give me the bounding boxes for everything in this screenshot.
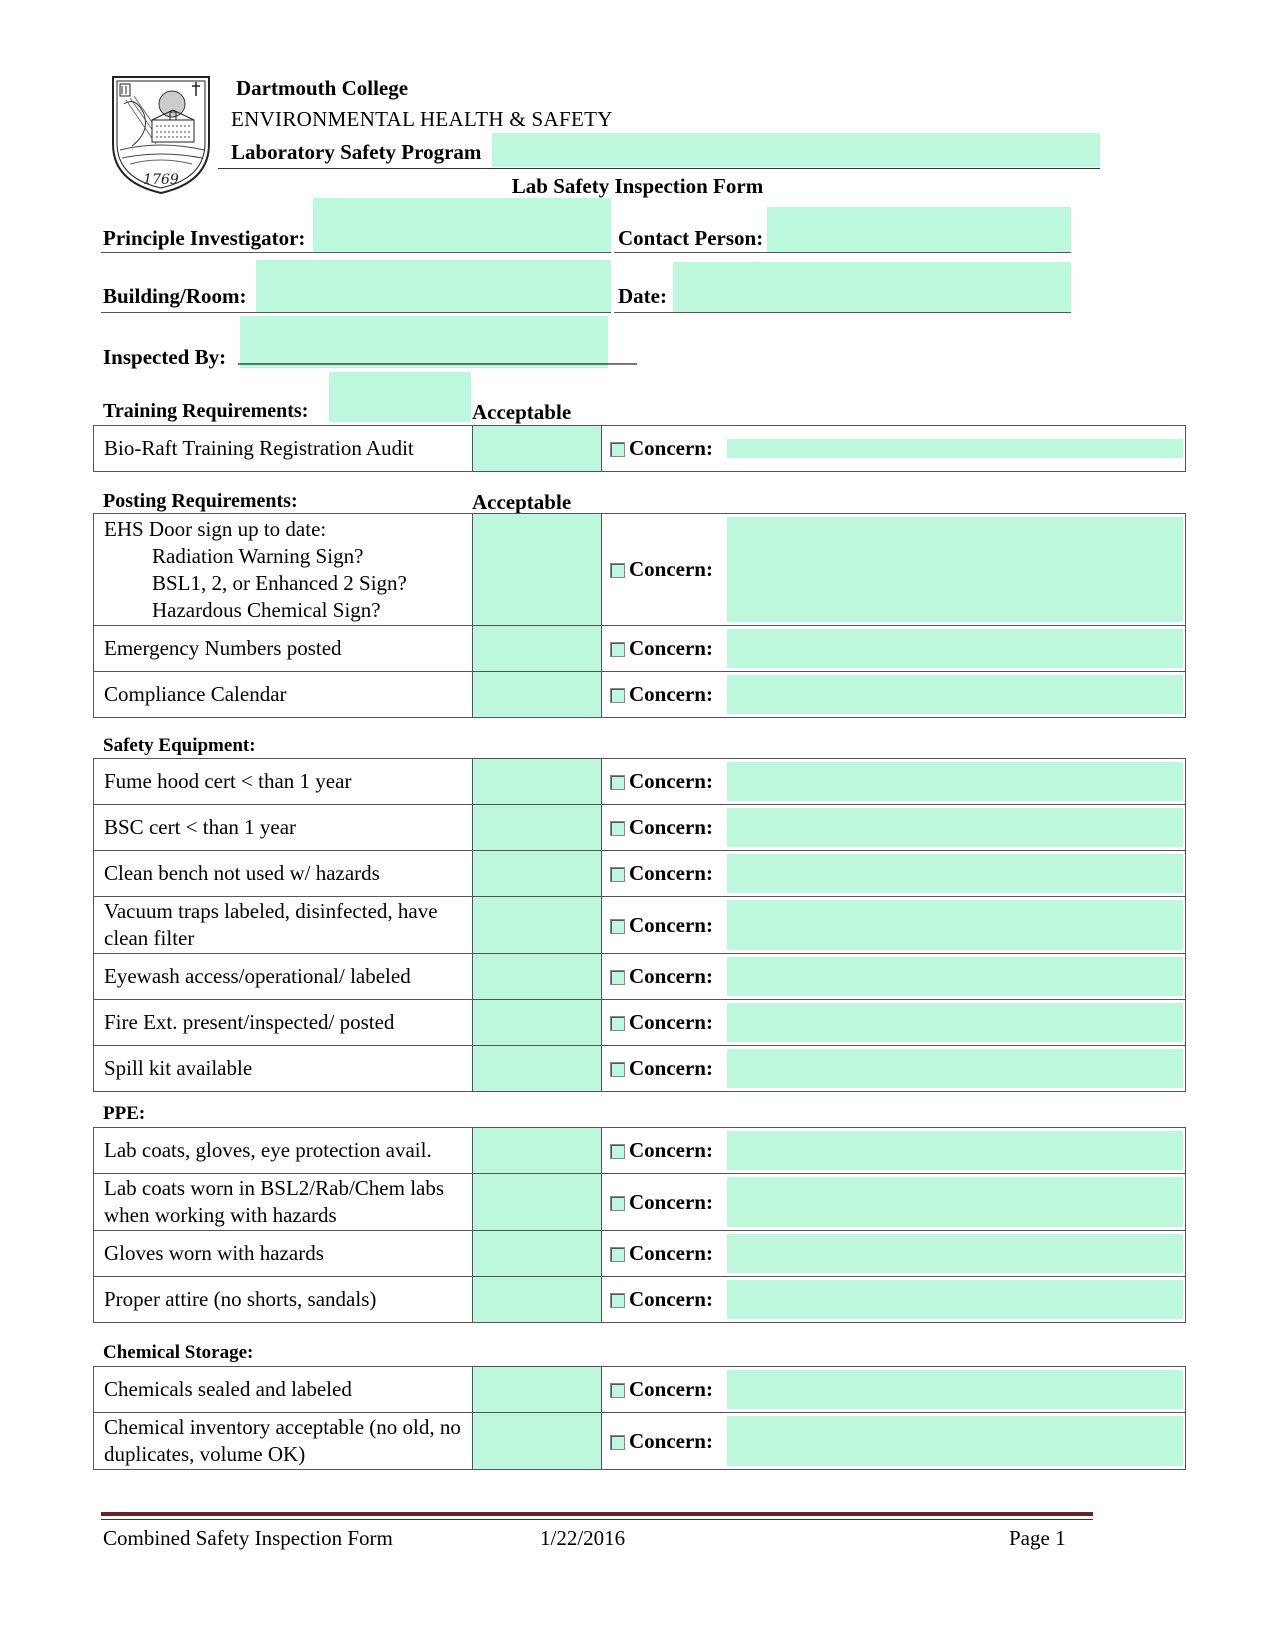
ppe-table	[93, 1127, 1186, 1323]
checkbox-icon	[610, 919, 625, 934]
item-label: Spill kit available	[94, 1046, 473, 1092]
table-row	[94, 1277, 1186, 1323]
item-label: EHS Door sign up to date: Radiation Warning Sign? BSL1, 2, or Enhanced 2 Sign? Hazardous Chemical Sign?	[94, 514, 473, 626]
concern-checkbox[interactable]: Concern:	[602, 954, 727, 999]
acceptable-field[interactable]	[473, 1413, 602, 1470]
checkbox-icon	[610, 1293, 625, 1308]
training-header-field[interactable]	[329, 372, 471, 422]
date-field[interactable]	[673, 262, 1071, 312]
item-label: Lab coats worn in BSL2/Rab/Chem labs when working with hazards	[94, 1174, 473, 1231]
concern-field[interactable]	[727, 900, 1183, 950]
training-title: Training Requirements:	[103, 400, 309, 422]
concern-field[interactable]	[727, 1049, 1183, 1088]
item-label: Emergency Numbers posted	[94, 626, 473, 672]
concern-checkbox[interactable]: Concern:	[602, 1231, 727, 1276]
concern-checkbox[interactable]: Concern:	[602, 1174, 727, 1230]
training-table	[93, 425, 1186, 472]
concern-checkbox[interactable]: Concern:	[602, 805, 727, 850]
table-row	[94, 1413, 1186, 1470]
checkbox-icon	[610, 1016, 625, 1031]
concern-field[interactable]	[727, 808, 1183, 847]
table-row	[94, 897, 1186, 954]
header-rule	[218, 168, 1100, 169]
acceptable-field[interactable]	[473, 1046, 602, 1092]
concern-field[interactable]	[727, 629, 1183, 668]
acceptable-field[interactable]	[473, 426, 602, 472]
concern-checkbox[interactable]: Concern:	[602, 1367, 727, 1412]
concern-checkbox[interactable]: Concern:	[602, 1128, 727, 1173]
checkbox-icon	[610, 1383, 625, 1398]
item-label: Gloves worn with hazards	[94, 1231, 473, 1277]
checkbox-icon	[610, 775, 625, 790]
checkbox-icon	[610, 442, 625, 457]
building-label: Building/Room:	[103, 284, 247, 308]
acceptable-field[interactable]	[473, 1174, 602, 1231]
concern-field[interactable]	[727, 1280, 1183, 1319]
concern-field[interactable]	[727, 1416, 1183, 1466]
acceptable-field[interactable]	[473, 1277, 602, 1323]
item-label: Chemicals sealed and labeled	[94, 1367, 473, 1413]
pi-underline	[101, 252, 611, 253]
building-field[interactable]	[256, 260, 611, 312]
acceptable-field[interactable]	[473, 672, 602, 718]
pi-label: Principle Investigator:	[103, 226, 306, 250]
concern-checkbox[interactable]: Concern:	[602, 1046, 727, 1091]
table-row	[94, 759, 1186, 805]
item-label: Lab coats, gloves, eye protection avail.	[94, 1128, 473, 1174]
item-label: Fire Ext. present/inspected/ posted	[94, 1000, 473, 1046]
program-field[interactable]	[492, 133, 1100, 167]
acceptable-field[interactable]	[473, 1128, 602, 1174]
table-row	[94, 626, 1186, 672]
concern-checkbox[interactable]: Concern:	[602, 436, 727, 461]
acceptable-field[interactable]	[473, 805, 602, 851]
acceptable-field[interactable]	[473, 626, 602, 672]
item-label: Vacuum traps labeled, disinfected, have clean filter	[94, 897, 473, 954]
concern-checkbox[interactable]: Concern:	[602, 1413, 727, 1469]
footer-page-number: Page 1	[1009, 1526, 1066, 1550]
item-label: Clean bench not used w/ hazards	[94, 851, 473, 897]
checkbox-icon	[610, 1247, 625, 1262]
footer-form-name: Combined Safety Inspection Form	[103, 1526, 393, 1550]
table-row	[94, 426, 1186, 472]
acceptable-field[interactable]	[473, 1000, 602, 1046]
checkbox-icon	[610, 821, 625, 836]
concern-field[interactable]	[727, 1234, 1183, 1273]
pi-field[interactable]	[313, 198, 611, 252]
table-row	[94, 851, 1186, 897]
concern-checkbox[interactable]: Concern:	[602, 672, 727, 717]
table-row	[94, 954, 1186, 1000]
acceptable-field[interactable]	[473, 759, 602, 805]
concern-checkbox[interactable]: Concern:	[602, 626, 727, 671]
item-label: Eyewash access/operational/ labeled	[94, 954, 473, 1000]
checkbox-icon	[610, 642, 625, 657]
posting-title: Posting Requirements:	[103, 490, 298, 512]
concern-checkbox[interactable]: Concern:	[602, 1277, 727, 1322]
posting-table	[93, 513, 1186, 718]
footer-date: 1/22/2016	[540, 1526, 626, 1550]
date-underline	[614, 312, 1071, 313]
college-name: Dartmouth College	[236, 76, 409, 100]
checkbox-icon	[610, 1196, 625, 1211]
svg-text:1769: 1769	[143, 172, 179, 188]
item-label: Fume hood cert < than 1 year	[94, 759, 473, 805]
table-row	[94, 1231, 1186, 1277]
table-row	[94, 514, 1186, 626]
table-row	[94, 1046, 1186, 1092]
concern-field[interactable]	[727, 439, 1183, 458]
contact-field[interactable]	[767, 207, 1071, 252]
concern-checkbox[interactable]: Concern:	[602, 897, 727, 953]
item-label: Bio-Raft Training Registration Audit	[94, 426, 473, 472]
training-acceptable-header: Acceptable	[472, 400, 572, 424]
item-label: Proper attire (no shorts, sandals)	[94, 1277, 473, 1323]
checkbox-icon	[610, 1062, 625, 1077]
concern-checkbox[interactable]: Concern:	[602, 851, 727, 896]
acceptable-field[interactable]	[473, 954, 602, 1000]
posting-acceptable-header: Acceptable	[472, 490, 572, 514]
concern-checkbox[interactable]: Concern:	[602, 759, 727, 804]
concern-field[interactable]	[727, 517, 1183, 622]
table-row	[94, 672, 1186, 718]
item-label: BSC cert < than 1 year	[94, 805, 473, 851]
table-row	[94, 1000, 1186, 1046]
concern-field[interactable]	[727, 675, 1183, 714]
concern-field[interactable]	[727, 1370, 1183, 1409]
inspected-label: Inspected By:	[103, 345, 227, 369]
acceptable-field[interactable]	[473, 897, 602, 954]
checkbox-icon	[610, 1144, 625, 1159]
concern-field[interactable]	[727, 762, 1183, 801]
acceptable-field[interactable]	[473, 514, 602, 626]
chemical-storage-title: Chemical Storage:	[103, 1342, 254, 1363]
concern-field[interactable]	[727, 957, 1183, 996]
table-row	[94, 1128, 1186, 1174]
acceptable-field[interactable]	[473, 1231, 602, 1277]
footer-rule-thin	[101, 1519, 1093, 1520]
checkbox-icon	[610, 867, 625, 882]
table-row	[94, 1174, 1186, 1231]
form-title: Lab Safety Inspection Form	[511, 174, 764, 198]
ppe-title: PPE:	[103, 1103, 146, 1124]
concern-field[interactable]	[727, 1003, 1183, 1042]
checkbox-icon	[610, 970, 625, 985]
program-name: Laboratory Safety Program	[231, 140, 482, 164]
concern-checkbox[interactable]: Concern:	[602, 1000, 727, 1045]
concern-field[interactable]	[727, 854, 1183, 893]
inspected-line: ______________________________________	[238, 343, 637, 367]
item-label: Compliance Calendar	[94, 672, 473, 718]
date-label: Date:	[618, 284, 667, 308]
building-underline	[101, 312, 611, 313]
footer-rule	[101, 1512, 1093, 1516]
acceptable-field[interactable]	[473, 851, 602, 897]
checkbox-icon	[610, 688, 625, 703]
department-name: ENVIRONMENTAL HEALTH & SAFETY	[231, 107, 613, 131]
checkbox-icon	[610, 1435, 625, 1450]
item-label: Chemical inventory acceptable (no old, no duplicates, volume OK)	[94, 1413, 473, 1470]
concern-field[interactable]	[727, 1177, 1183, 1227]
safety-equipment-title: Safety Equipment:	[103, 735, 256, 756]
contact-underline	[614, 252, 1071, 253]
chemical-storage-table	[93, 1366, 1186, 1470]
safety-equipment-table	[93, 758, 1186, 1092]
contact-label: Contact Person:	[618, 226, 764, 250]
table-row	[94, 805, 1186, 851]
table-row	[94, 1367, 1186, 1413]
concern-checkbox[interactable]: Concern:	[602, 514, 727, 625]
checkbox-icon	[610, 563, 625, 578]
acceptable-field[interactable]	[473, 1367, 602, 1413]
concern-field[interactable]	[727, 1131, 1183, 1170]
